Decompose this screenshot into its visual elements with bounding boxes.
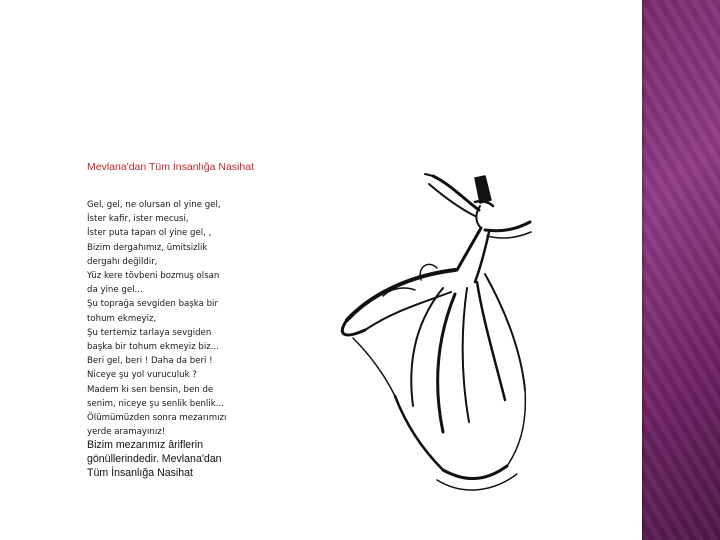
- poem-line: Gel, gel, ne olursan ol yine gel,: [87, 200, 221, 210]
- whirling-dervish-icon: [325, 170, 535, 500]
- poem-line: Bizim dergahımız, ümitsizlik: [87, 242, 208, 253]
- decorative-side-band: [642, 0, 720, 540]
- slide-title: Mevlana'dan Tüm İnsanlığa Nasihat: [87, 161, 254, 173]
- poem-line: yerde aramayınız!: [87, 427, 166, 438]
- poem-line: Yüz kere tövbeni bozmuş olsan: [87, 271, 220, 282]
- poem-line: da yine gel...: [87, 285, 143, 296]
- closing-line: gönüllerindedir. Mevlana'dan: [87, 453, 222, 465]
- poem-line: İster puta tapan ol yine gel, ,: [87, 228, 212, 239]
- poem-text: [87, 198, 257, 439]
- closing-text: [87, 438, 262, 480]
- poem-line: Şu toprağa sevgiden başka bir: [87, 299, 218, 310]
- closing-line: Tüm İnsanlığa Nasihat: [87, 467, 193, 479]
- poem-line: İster kafir, ister mecusi,: [87, 214, 189, 225]
- poem-line: Madem ki sen bensin, ben de: [87, 384, 214, 395]
- closing-line: Bizim mezarımız âriflerin: [87, 439, 203, 451]
- poem-line: Niceye şu yol vuruculuk ?: [87, 370, 197, 381]
- poem-line: senim, niceye şu senlik benlik...: [87, 398, 224, 409]
- poem-line: Beri gel, beri ! Daha da beri !: [87, 356, 213, 367]
- poem-line: başka bir tohum ekmeyiz biz...: [87, 342, 219, 353]
- poem-line: tohum ekmeyiz,: [87, 313, 157, 324]
- poem-line: Şu tertemiz tarlaya sevgiden: [87, 327, 212, 338]
- poem-line: dergahı değildir,: [87, 256, 158, 267]
- poem-line: Ölümümüzden sonra mezarımızı: [87, 413, 227, 424]
